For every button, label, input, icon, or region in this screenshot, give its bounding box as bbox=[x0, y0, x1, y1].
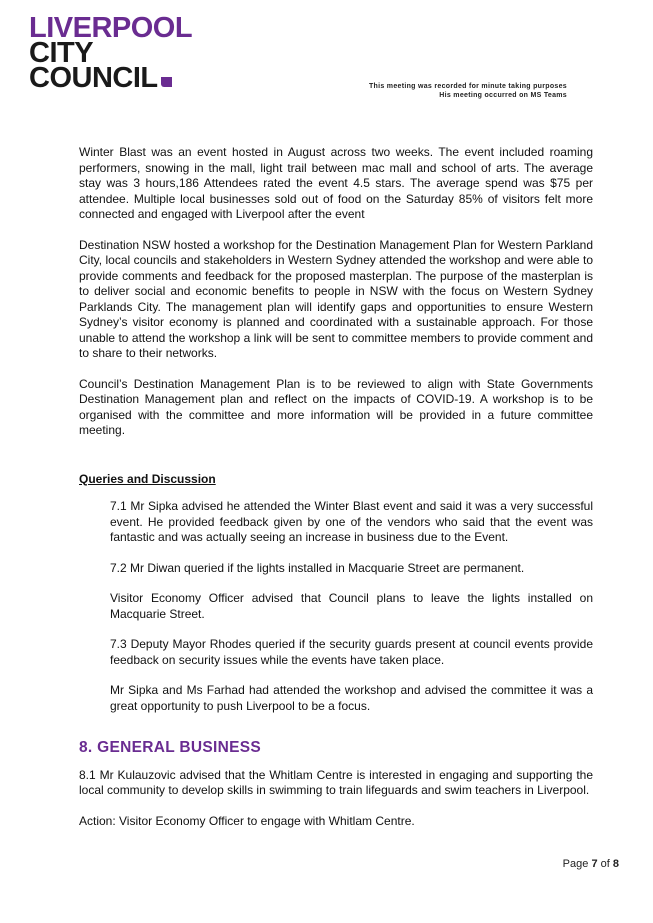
query-item: Mr Sipka and Ms Farhad had attended the workshop and advised the committee it was a great opportunity to push Liverpool to be a focus. bbox=[110, 683, 593, 713]
page-total: 8 bbox=[612, 858, 619, 870]
query-item: 7.1 Mr Sipka advised he attended the Winter Blast event and said it was a very successful event. He provided feedback given by one of the vendors who said that the event was fantastic and was actually seeing an increase in business due to the Event. bbox=[110, 499, 593, 544]
logo-mark-icon bbox=[161, 77, 172, 87]
general-business-action: Action: Visitor Economy Officer to engage with Whitlam Centre. bbox=[79, 813, 415, 828]
logo-line-council-text: COUNCIL bbox=[29, 62, 158, 94]
query-item: Visitor Economy Officer advised that Council plans to leave the lights installed on Macquarie Street. bbox=[110, 591, 593, 621]
logo-line-council bbox=[29, 62, 192, 94]
recording-note-line1: This meeting was recorded for minute taking purposes bbox=[368, 83, 567, 90]
queries-heading: Queries and Discussion bbox=[79, 471, 216, 486]
query-item: 7.2 Mr Diwan queried if the lights installed in Macquarie Street are permanent. bbox=[110, 560, 525, 575]
page-label: Page bbox=[562, 858, 589, 870]
page-number bbox=[563, 858, 619, 870]
paragraph-winter-blast: Winter Blast was an event hosted in August across two weeks. The event included roaming performers, snowing in the mall, light trail between mac mall and school of arts. The average stay was 3 hours,186 Attendees rated the event 4.5 stars. The average spend was $75 per attendee. Multiple local businesses sold out of food on the Saturday 85% of visitors felt more connected and engaged with Liverpool after the event bbox=[79, 145, 593, 221]
section-heading-general-business: 8. GENERAL BUSINESS bbox=[79, 739, 261, 756]
paragraph-destination-nsw: Destination NSW hosted a workshop for the Destination Management Plan for Western Parkland City, local councils and stakeholders in Western Sydney attended the workshop and were able to provide comments and feedback for the proposed masterplan. The purpose of the masterplan is to deliver social and economic benefits to people in NSW with the focus on Western Sydney Parklands City. The management plan will identify gaps and opportunities to ensure Western Sydney’s visitor economy is planned and coordinated with a sustainable approach. For those unable to attend the workshop a link will be sent to committee members to provide comment and to share to their networks. bbox=[79, 237, 593, 360]
document-body bbox=[79, 145, 593, 844]
queries-list bbox=[79, 499, 593, 714]
page-of-label: of bbox=[600, 858, 610, 870]
page-current: 7 bbox=[591, 858, 598, 870]
logo-line-city: CITY bbox=[29, 37, 94, 69]
recording-note bbox=[369, 82, 567, 100]
council-logo bbox=[29, 12, 193, 94]
recording-note-line2: His meeting occurred on MS Teams bbox=[439, 92, 567, 99]
query-item: 7.3 Deputy Mayor Rhodes queried if the security guards present at council events provide feedback on security issues while the events have taken place. bbox=[110, 637, 593, 667]
general-business-item: 8.1 Mr Kulauzovic advised that the Whitlam Centre is interested in engaging and supporting the local community to develop skills in swimming to train lifeguards and swim teachers in Liverpool. bbox=[79, 767, 593, 797]
logo-line-liverpool: LIVERPOOL bbox=[29, 12, 193, 44]
paragraph-destination-plan: Council’s Destination Management Plan is to be reviewed to align with State Governments Destination Management plan and reflect on the impacts of COVID-19. A workshop is to be organised with the committee and more information will be provided in a future committee meeting. bbox=[79, 376, 593, 437]
